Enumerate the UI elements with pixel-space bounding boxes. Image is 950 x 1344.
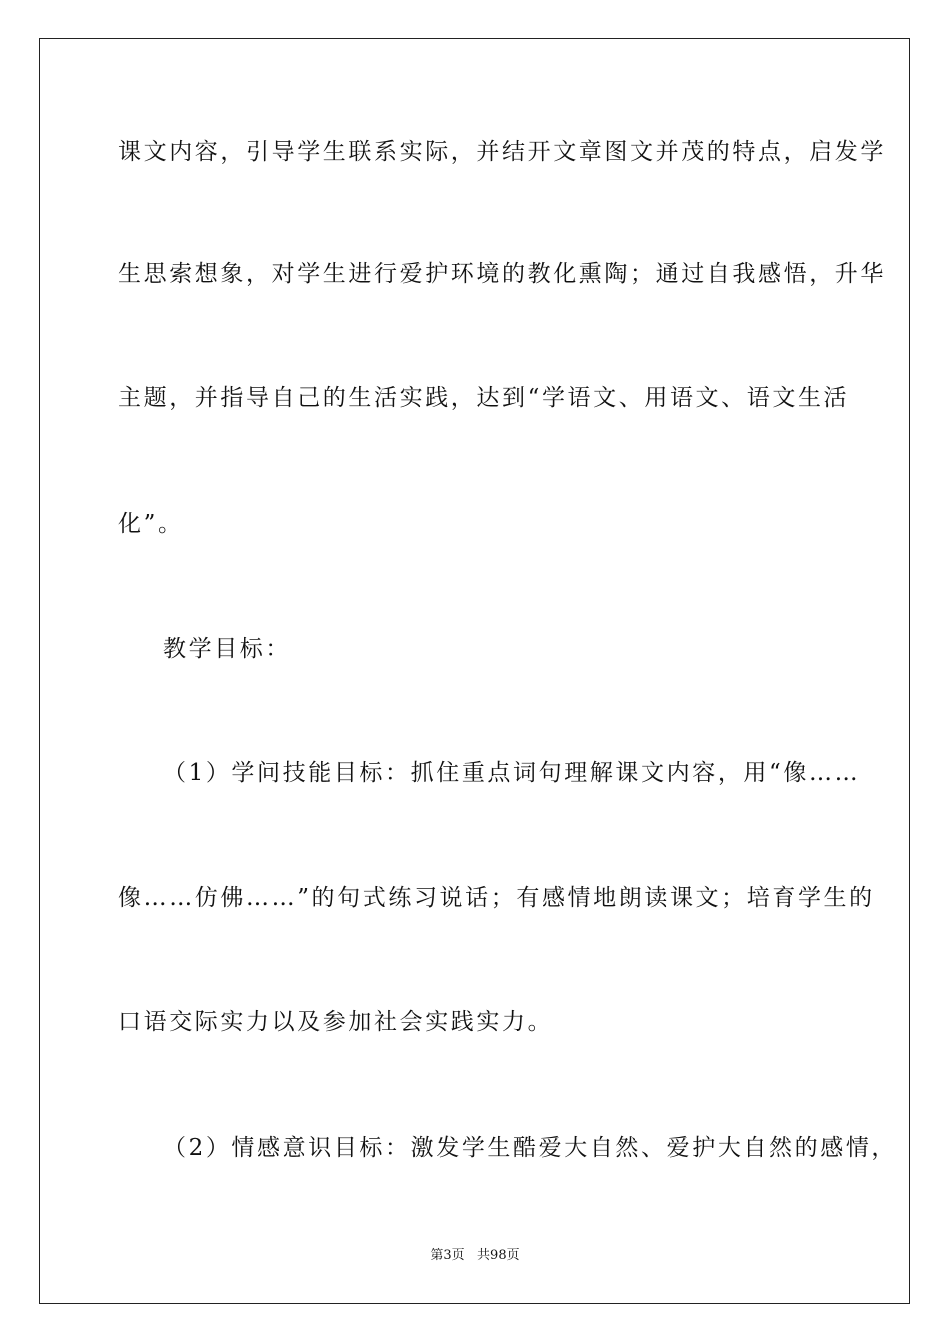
body-line-7: 像……仿佛……”的句式练习说话；有感情地朗读课文；培育学生的 [118, 885, 875, 911]
body-line-3: 主题，并指导自己的生活实践，达到“学语文、用语文、语文生活 [118, 385, 850, 411]
body-line-9: （2）情感意识目标：激发学生酷爱大自然、爱护大自然的感情， [163, 1135, 898, 1161]
page-border [39, 38, 910, 1304]
body-line-2: 生思索想象，对学生进行爱护环境的教化熏陶；通过自我感悟，升华 [118, 261, 886, 287]
body-line-6: （1）学问技能目标：抓住重点词句理解课文内容，用“像…… [163, 760, 861, 786]
body-line-8: 口语交际实力以及参加社会实践实力。 [118, 1009, 554, 1035]
section-heading: 教学目标： [163, 636, 291, 662]
body-line-1: 课文内容，引导学生联系实际，并结开文章图文并茂的特点，启发学 [118, 139, 886, 165]
body-line-4: 化”。 [118, 511, 184, 537]
page-number-footer: 第3页 共98页 [430, 1248, 520, 1263]
